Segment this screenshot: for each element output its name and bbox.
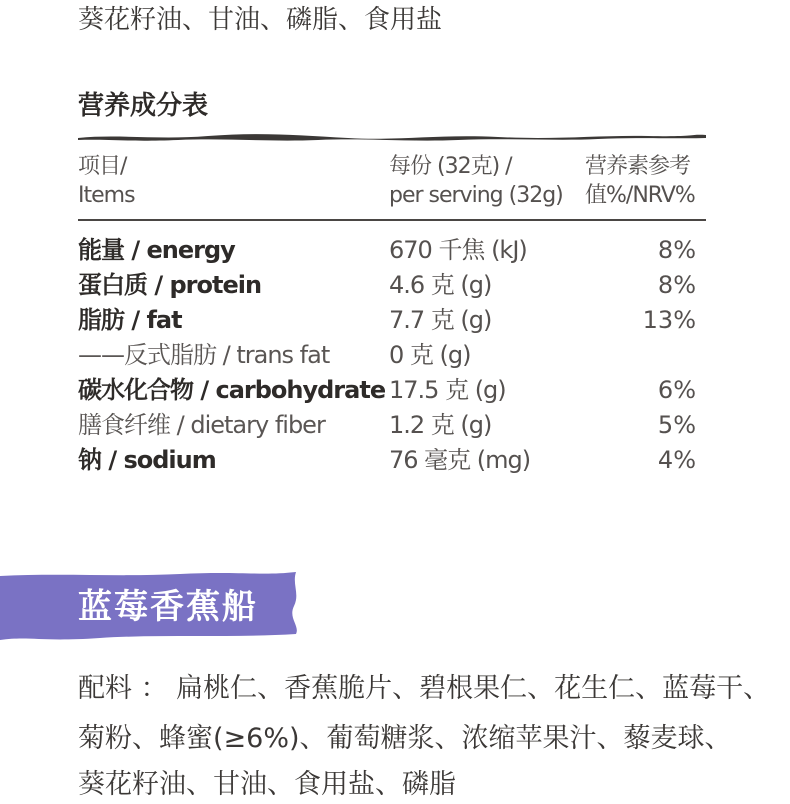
row-amount: 7.7 克 (g) — [389, 306, 492, 334]
row-name: 钠 / sodium — [78, 446, 216, 474]
row-nrv: 8% — [657, 236, 696, 264]
row-amount: 1.2 克 (g) — [389, 411, 492, 439]
row-nrv: 6% — [657, 376, 696, 404]
header-per-serving — [389, 152, 563, 210]
header-divider — [78, 219, 706, 221]
table-row — [78, 338, 698, 372]
row-name: 能量 / energy — [78, 236, 235, 264]
table-row — [78, 233, 698, 267]
row-amount: 4.6 克 (g) — [389, 271, 492, 299]
header-nrv-cn: 营养素参考 — [585, 154, 691, 179]
row-name: ——反式脂肪 / trans fat — [78, 341, 330, 369]
row-amount: 0 克 (g) — [389, 341, 471, 369]
row-name: 蛋白质 / protein — [78, 271, 262, 299]
table-row — [78, 303, 698, 337]
table-row — [78, 373, 698, 407]
ingredients-line-2: 菊粉、蜂蜜(≥6%)、葡萄糖浆、浓缩苹果汁、藜麦球、 — [78, 723, 732, 754]
row-nrv: 4% — [657, 446, 696, 474]
product-name: 蓝莓香蕉船 — [78, 587, 258, 627]
row-name: 脂肪 / fat — [78, 306, 182, 334]
table-row — [78, 408, 698, 442]
row-amount: 17.5 克 (g) — [389, 376, 506, 404]
row-name: 膳食纤维 / dietary fiber — [78, 411, 325, 439]
header-items-cn: 项目/ — [78, 154, 127, 179]
header-nrv — [585, 152, 695, 210]
header-items — [78, 152, 135, 210]
header-items-en: Items — [78, 183, 135, 208]
ingredients-line-3: 葵花籽油、甘油、食用盐、磷脂 — [78, 769, 456, 800]
row-name: 碳水化合物 / carbohydrate — [78, 376, 386, 404]
table-top-rule — [78, 130, 706, 144]
row-nrv: 8% — [657, 271, 696, 299]
ingredients-line-1: 配料 ： 扁桃仁、香蕉脆片、碧根果仁、花生仁、蓝莓干、 — [78, 673, 771, 704]
row-amount: 76 毫克 (mg) — [389, 446, 531, 474]
table-row — [78, 268, 698, 302]
row-amount: 670 千焦 (kJ) — [389, 236, 527, 264]
table-row — [78, 443, 698, 477]
row-nrv: 13% — [642, 306, 696, 334]
header-nrv-en: 值%/NRV% — [585, 183, 695, 208]
previous-ingredients-tail: 葵花籽油、甘油、磷脂、食用盐 — [78, 5, 443, 35]
header-serving-en: per serving (32g) — [389, 183, 563, 208]
row-nrv: 5% — [657, 411, 696, 439]
header-serving-cn: 每份 (32克) / — [389, 154, 512, 179]
nutrition-table-title: 营养成分表 — [78, 91, 209, 121]
